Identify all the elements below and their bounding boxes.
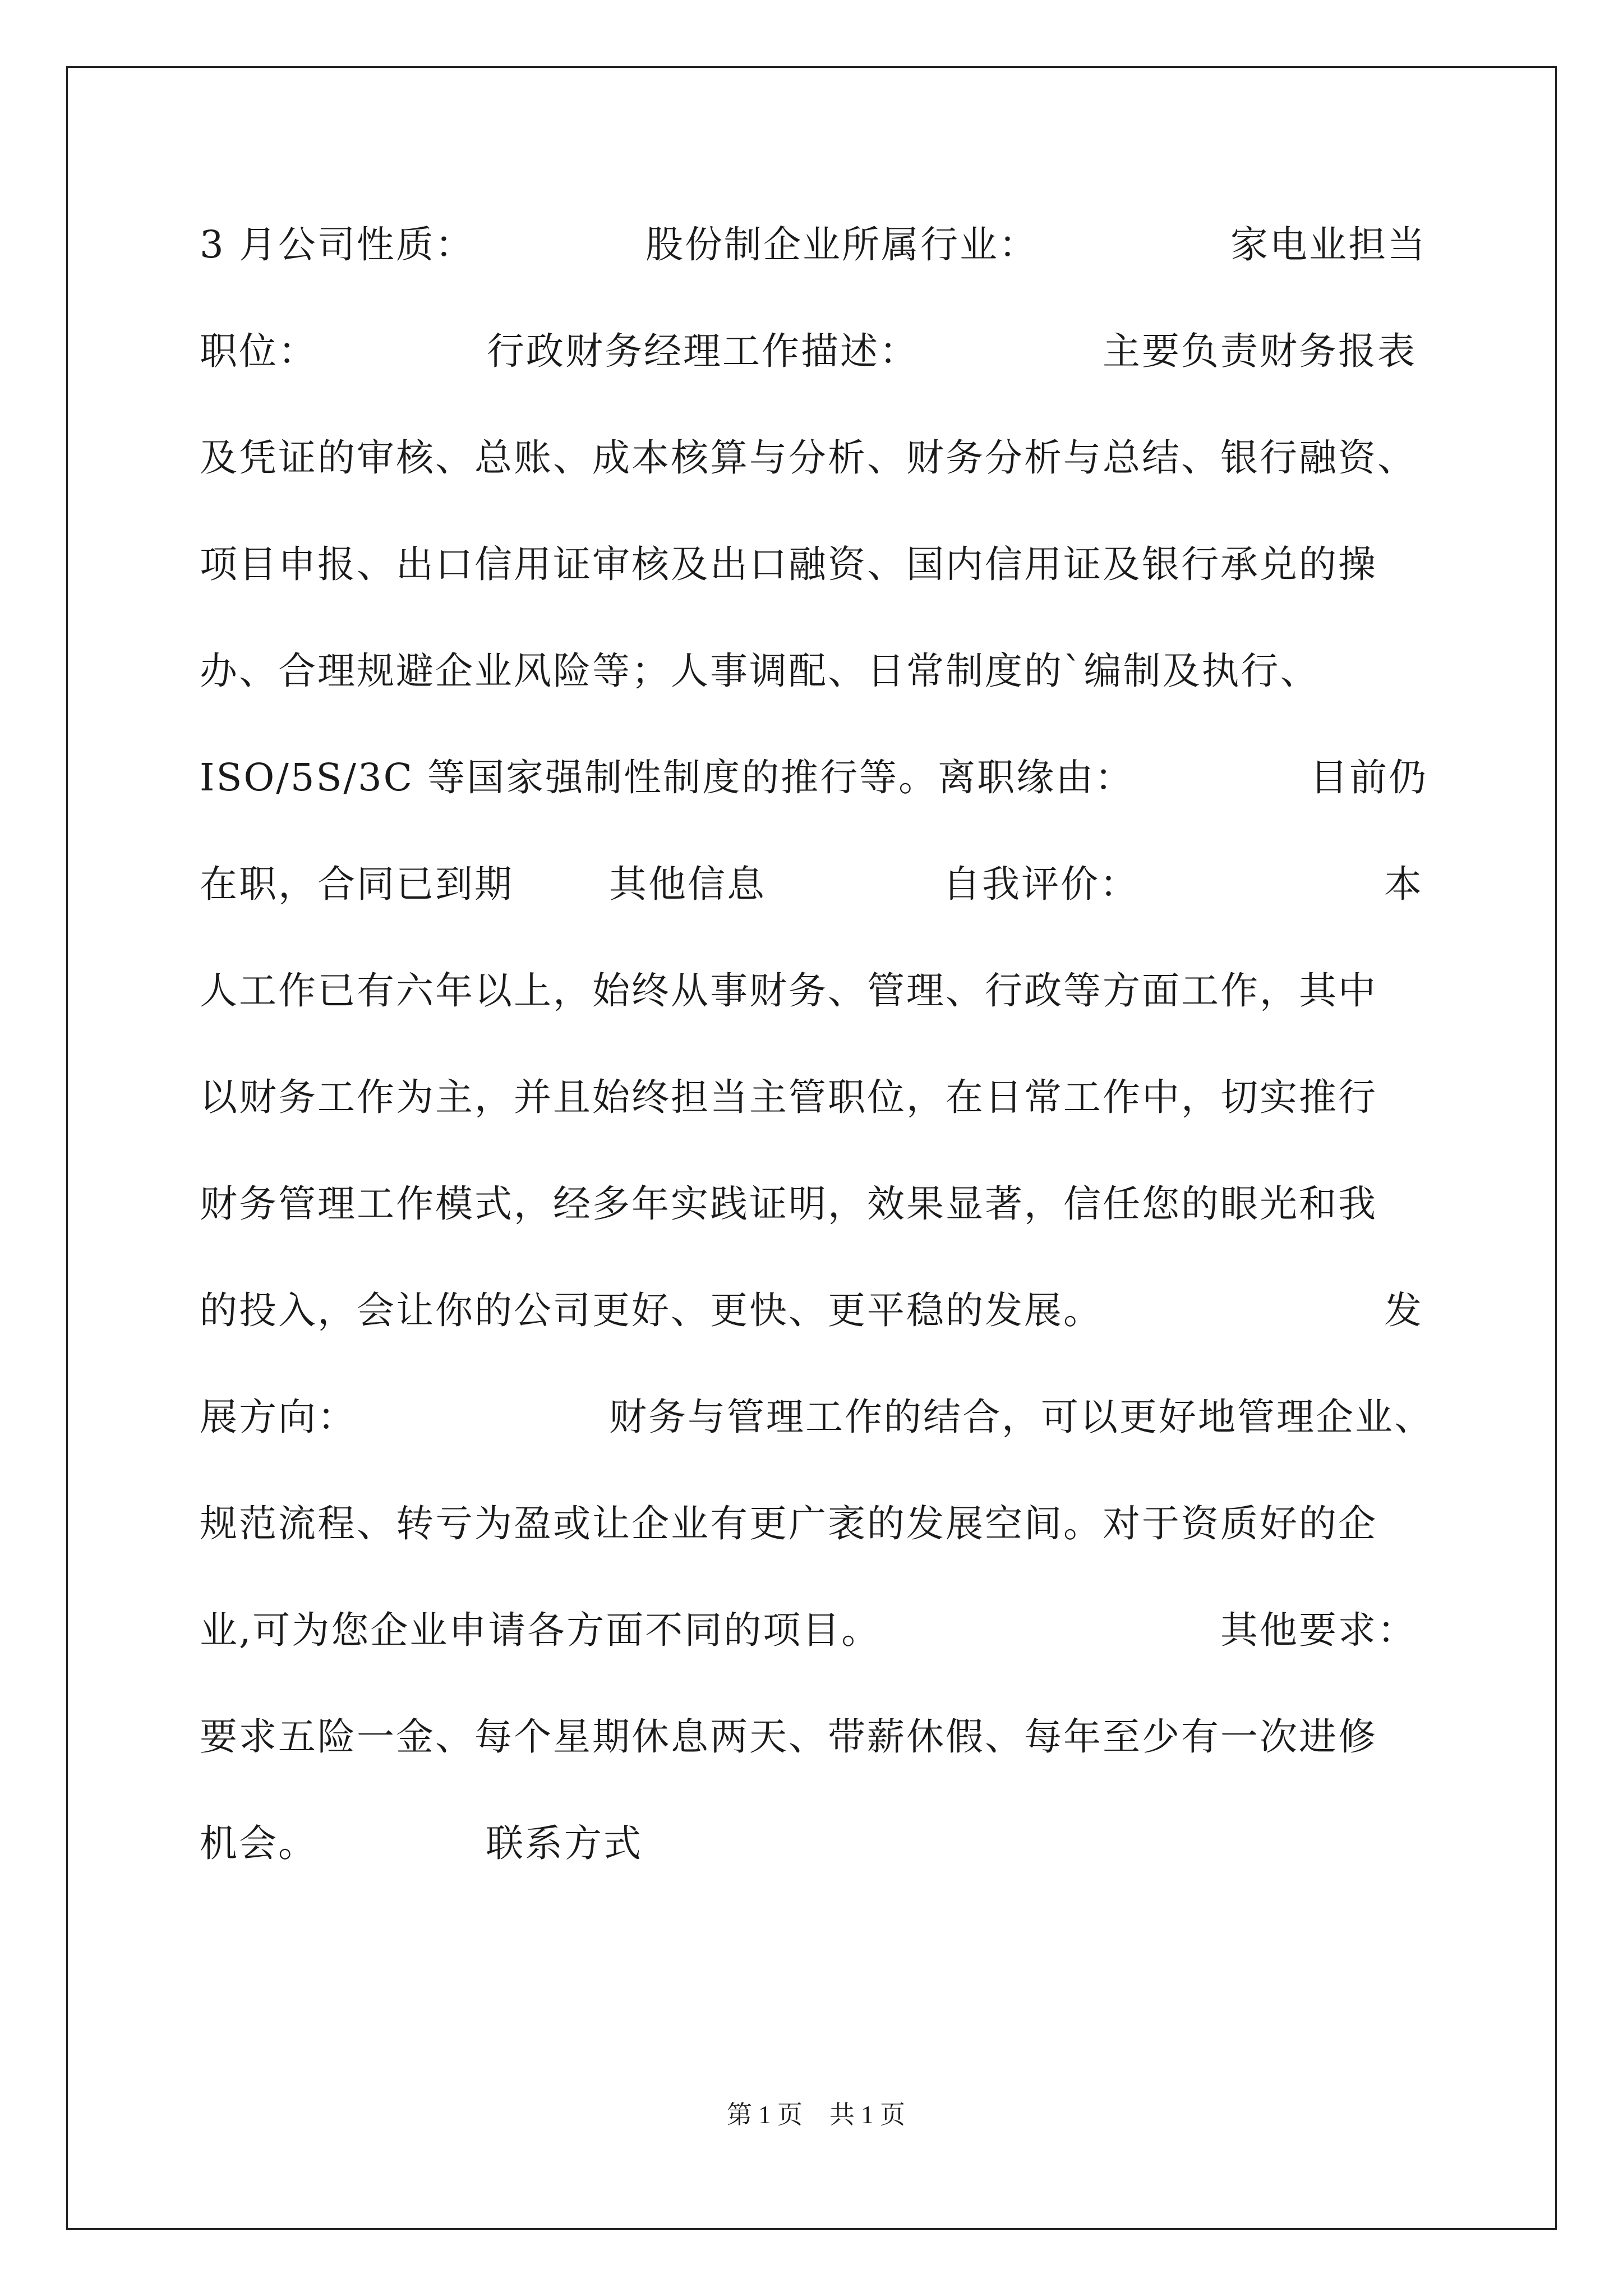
line-12-segment-2: 财务与管理工作的结合，可以更好地管理企业、: [609, 1395, 1433, 1439]
line-11-segment-1: 的投入，会让你的公司更好、更快、更平稳的发展。: [200, 1289, 1103, 1332]
line-9-segment-1: 以财务工作为主，并且始终担当主管职位，在日常工作中，切实推行: [200, 1075, 1377, 1119]
line-14-segment-2: 其他要求：: [1220, 1608, 1417, 1652]
line-14-segment-1: 业,可为您企业申请各方面不同的项目。: [200, 1608, 881, 1652]
line-4-segment-1: 项目申报、出口信用证审核及出口融资、国内信用证及银行承兑的操: [200, 542, 1377, 586]
page-total-label: 共 1 页: [829, 2101, 906, 2129]
line-1-segment-1: 3 月公司性质：: [200, 223, 474, 266]
line-7-segment-4: 本: [1384, 862, 1423, 906]
line-3-segment-1: 及凭证的审核、总账、成本核算与分析、财务分析与总结、银行融资、: [200, 436, 1417, 480]
page-footer: [727, 2098, 905, 2132]
line-10-segment-1: 财务管理工作模式，经多年实践证明，效果显著，信任您的眼光和我: [200, 1182, 1377, 1226]
line-15-segment-1: 要求五险一金、每个星期休息两天、带薪休假、每年至少有一次进修: [200, 1715, 1377, 1759]
line-2-segment-1: 职位：: [200, 329, 317, 373]
line-16-segment-2: 联系方式: [486, 1821, 643, 1865]
line-6-segment-1: ISO/5S/3C 等国家强制性制度的推行等。离职缘由：: [200, 756, 1135, 799]
line-11-segment-2: 发: [1384, 1289, 1423, 1332]
line-1-segment-2: 股份制企业所属行业：: [645, 223, 1038, 266]
line-16-segment-1: 机会。: [200, 1821, 317, 1865]
line-5-segment-1: 办、合理规避企业风险等；人事调配、日常制度的`编制及执行、: [200, 649, 1320, 693]
page-number-label: 第 1 页: [727, 2101, 803, 2129]
line-13-segment-1: 规范流程、转亏为盈或让企业有更广袤的发展空间。对于资质好的企: [200, 1502, 1377, 1545]
line-8-segment-1: 人工作已有六年以上，始终从事财务、管理、行政等方面工作，其中: [200, 969, 1377, 1013]
line-6-segment-2: 目前仍: [1310, 756, 1428, 799]
line-12-segment-1: 展方向：: [200, 1395, 357, 1439]
line-7-segment-3: 自我评价：: [943, 862, 1139, 906]
line-2-segment-2: 行政财务经理工作描述：: [487, 329, 919, 373]
line-7-segment-2: 其他信息: [609, 862, 766, 906]
page-border: [66, 66, 1557, 2230]
line-2-segment-3: 主要负责财务报表: [1103, 329, 1417, 373]
line-7-segment-1: 在职，合同已到期: [200, 862, 514, 906]
line-1-segment-3: 家电业担当: [1230, 223, 1427, 266]
